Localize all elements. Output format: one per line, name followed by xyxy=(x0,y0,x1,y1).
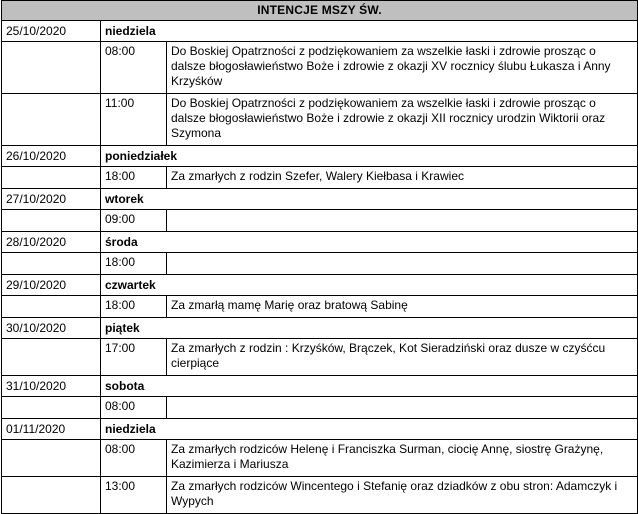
day-row xyxy=(2,275,638,296)
day-name: sobota xyxy=(101,376,638,397)
empty-cell xyxy=(2,253,101,275)
day-date: 27/10/2020 xyxy=(2,189,101,210)
empty-cell xyxy=(2,296,101,318)
mass-intention: Za zmarłą mamę Marię oraz bratową Sabinę xyxy=(167,296,638,318)
mass-time: 09:00 xyxy=(101,210,167,232)
mass-row xyxy=(2,42,638,94)
day-row xyxy=(2,232,638,253)
day-date: 31/10/2020 xyxy=(2,376,101,397)
mass-time: 08:00 xyxy=(101,397,167,419)
day-name: czwartek xyxy=(101,275,638,296)
empty-cell xyxy=(2,339,101,376)
mass-time: 18:00 xyxy=(101,253,167,275)
day-date: 01/11/2020 xyxy=(2,419,101,440)
table-title: INTENCJE MSZY ŚW. xyxy=(2,1,638,21)
mass-intention: Za zmarłych z rodzin Szefer, Walery Kiełbasa i Krawiec xyxy=(167,167,638,189)
day-name: poniedziałek xyxy=(101,146,638,167)
empty-cell xyxy=(2,477,101,514)
day-name: środa xyxy=(101,232,638,253)
mass-row xyxy=(2,296,638,318)
mass-time: 11:00 xyxy=(101,94,167,146)
day-date: 26/10/2020 xyxy=(2,146,101,167)
mass-intention: Za zmarłych rodziców Helenę i Franciszka Surman, ciocię Annę, siostrę Grażynę, Kazimierza i Mariusza xyxy=(167,440,638,477)
mass-row xyxy=(2,477,638,514)
mass-row xyxy=(2,210,638,232)
mass-intention xyxy=(167,253,638,275)
day-row xyxy=(2,21,638,42)
mass-intention: Do Boskiej Opatrzności z podziękowaniem za wszelkie łaski i zdrowie prosząc o dalsze błogosławieństwo Boże i zdrowie z okazji XV rocznicy ślubu Łukasza i Anny Krzyśków xyxy=(167,42,638,94)
day-name: piątek xyxy=(101,318,638,339)
mass-row xyxy=(2,167,638,189)
day-date: 28/10/2020 xyxy=(2,232,101,253)
day-name: niedziela xyxy=(101,21,638,42)
day-date: 29/10/2020 xyxy=(2,275,101,296)
empty-cell xyxy=(2,397,101,419)
mass-intention: Za zmarłych rodziców Wincentego i Stefanię oraz dziadków z obu stron: Adamczyk i Wypych xyxy=(167,477,638,514)
day-date: 25/10/2020 xyxy=(2,21,101,42)
mass-row xyxy=(2,94,638,146)
mass-time: 18:00 xyxy=(101,296,167,318)
mass-time: 17:00 xyxy=(101,339,167,376)
title-row xyxy=(2,1,638,21)
mass-row xyxy=(2,339,638,376)
day-row xyxy=(2,419,638,440)
mass-row xyxy=(2,253,638,275)
day-row xyxy=(2,376,638,397)
mass-intention xyxy=(167,210,638,232)
mass-row xyxy=(2,440,638,477)
mass-row xyxy=(2,397,638,419)
day-date: 30/10/2020 xyxy=(2,318,101,339)
mass-time: 18:00 xyxy=(101,167,167,189)
mass-intention: Do Boskiej Opatrzności z podziękowaniem za wszelkie łaski i zdrowie prosząc o dalsze błogosławieństwo Boże i zdrowie z okazji XII rocznicy urodzin Wiktorii oraz Szymona xyxy=(167,94,638,146)
day-name: wtorek xyxy=(101,189,638,210)
mass-intention xyxy=(167,397,638,419)
mass-time: 08:00 xyxy=(101,440,167,477)
day-row xyxy=(2,146,638,167)
empty-cell xyxy=(2,167,101,189)
mass-intention: Za zmarłych z rodzin : Krzyśków, Brączek, Kot Sieradziński oraz dusze w czyśćcu cierpiące xyxy=(167,339,638,376)
day-row xyxy=(2,318,638,339)
day-row xyxy=(2,189,638,210)
mass-time: 08:00 xyxy=(101,42,167,94)
empty-cell xyxy=(2,210,101,232)
day-name: niedziela xyxy=(101,419,638,440)
mass-time: 13:00 xyxy=(101,477,167,514)
empty-cell xyxy=(2,440,101,477)
mass-intentions-table xyxy=(1,0,638,514)
empty-cell xyxy=(2,94,101,146)
empty-cell xyxy=(2,42,101,94)
